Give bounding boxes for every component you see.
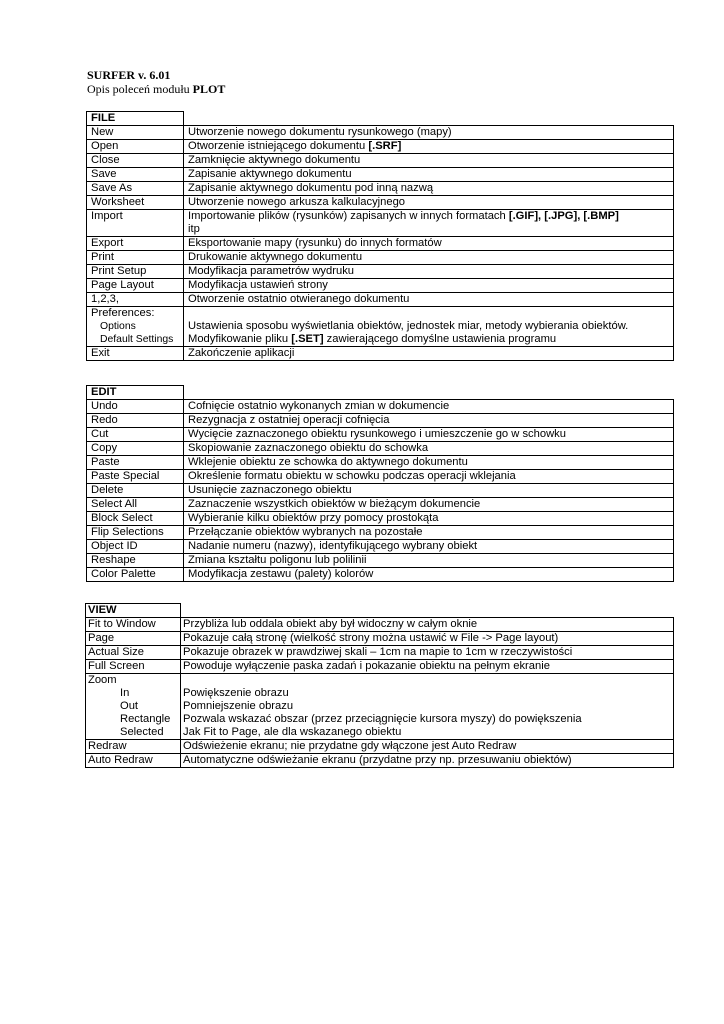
table-row: Undo Cofnięcie ostatnio wykonanych zmian w dokumencie — [87, 400, 674, 414]
table-row: Page Layout Modyfikacja ustawień strony — [87, 279, 674, 293]
table-row: Save Zapisanie aktywnego dokumentu — [87, 168, 674, 182]
table-row: Object ID Nadanie numeru (nazwy), identyfikującego wybrany obiekt — [87, 540, 674, 554]
table-row: Actual Size Pokazuje obrazek w prawdziwej skali – 1cm na mapie to 1cm w rzeczywistości — [86, 646, 674, 660]
table-row: Preferences: Options Default Settings Ustawienia sposobu wyświetlania obiektów, jednostek miar, metody wybierania obiektów. Modyfikowanie pliku [.SET] zawierającego domyślne ustawienia programu — [87, 307, 674, 347]
table-row: Paste Wklejenie obiektu ze schowka do aktywnego dokumentu — [87, 456, 674, 470]
table-row: Delete Usunięcie zaznaczonego obiektu — [87, 484, 674, 498]
document-title: SURFER v. 6.01 — [87, 68, 171, 82]
table-row: Color Palette Modyfikacja zestawu (palety) kolorów — [87, 568, 674, 582]
table-row: Reshape Zmiana kształtu poligonu lub polilinii — [87, 554, 674, 568]
table-row: Redo Rezygnacja z ostatniej operacji cofnięcia — [87, 414, 674, 428]
table-row: Block Select Wybieranie kilku obiektów przy pomocy prostokąta — [87, 512, 674, 526]
table-row: Print Setup Modyfikacja parametrów wydruku — [87, 265, 674, 279]
table-row: Copy Skopiowanie zaznaczonego obiektu do schowka — [87, 442, 674, 456]
table-row: Save As Zapisanie aktywnego dokumentu pod inną nazwą — [87, 182, 674, 196]
table-row: Import Importowanie plików (rysunków) zapisanych w innych formatach [.GIF], [.JPG], [.BMP] itp — [87, 210, 674, 237]
edit-commands-table — [86, 385, 674, 582]
view-commands-table — [85, 603, 674, 768]
table-row: Paste Special Określenie formatu obiektu w schowku podczas operacji wklejania — [87, 470, 674, 484]
table-row: Open Otworzenie istniejącego dokumentu [.SRF] — [87, 140, 674, 154]
document-subtitle: Opis poleceń modułu PLOT — [87, 82, 226, 96]
table-row: 1,2,3, Otworzenie ostatnio otwieranego dokumentu — [87, 293, 674, 307]
table-row: Auto Redraw Automatyczne odświeżanie ekranu (przydatne przy np. przesuwaniu obiektów) — [86, 754, 674, 768]
document-header — [87, 68, 225, 96]
table-row: Select All Zaznaczenie wszystkich obiektów w bieżącym dokumencie — [87, 498, 674, 512]
table-row: Worksheet Utworzenie nowego arkusza kalkulacyjnego — [87, 196, 674, 210]
table-row: Flip Selections Przełączanie obiektów wybranych na pozostałe — [87, 526, 674, 540]
file-commands-table — [86, 111, 674, 361]
table-row: Redraw Odświeżenie ekranu; nie przydatne gdy włączone jest Auto Redraw — [86, 740, 674, 754]
table-row: Zoom In Out Rectangle Selected Powiększenie obrazu Pomniejszenie obrazu Pozwala wskazać obszar (przez przeciągnięcie kursora myszy) do powiększenia Jak Fit to Page, ale dla wskazanego obiektu — [86, 674, 674, 740]
table-row: Print Drukowanie aktywnego dokumentu — [87, 251, 674, 265]
table-row: Close Zamknięcie aktywnego dokumentu — [87, 154, 674, 168]
edit-section-heading: EDIT — [87, 386, 184, 400]
table-row: Export Eksportowanie mapy (rysunku) do innych formatów — [87, 237, 674, 251]
table-row: New Utworzenie nowego dokumentu rysunkowego (mapy) — [87, 126, 674, 140]
view-section-heading: VIEW — [86, 604, 181, 618]
table-row: Full Screen Powoduje wyłączenie paska zadań i pokazanie obiektu na pełnym ekranie — [86, 660, 674, 674]
table-row: Page Pokazuje całą stronę (wielkość strony można ustawić w File -> Page layout) — [86, 632, 674, 646]
table-row: Cut Wycięcie zaznaczonego obiektu rysunkowego i umieszczenie go w schowku — [87, 428, 674, 442]
table-row: Exit Zakończenie aplikacji — [87, 347, 674, 361]
table-row: Fit to Window Przybliża lub oddala obiekt aby był widoczny w całym oknie — [86, 618, 674, 632]
file-section-heading: FILE — [87, 112, 184, 126]
